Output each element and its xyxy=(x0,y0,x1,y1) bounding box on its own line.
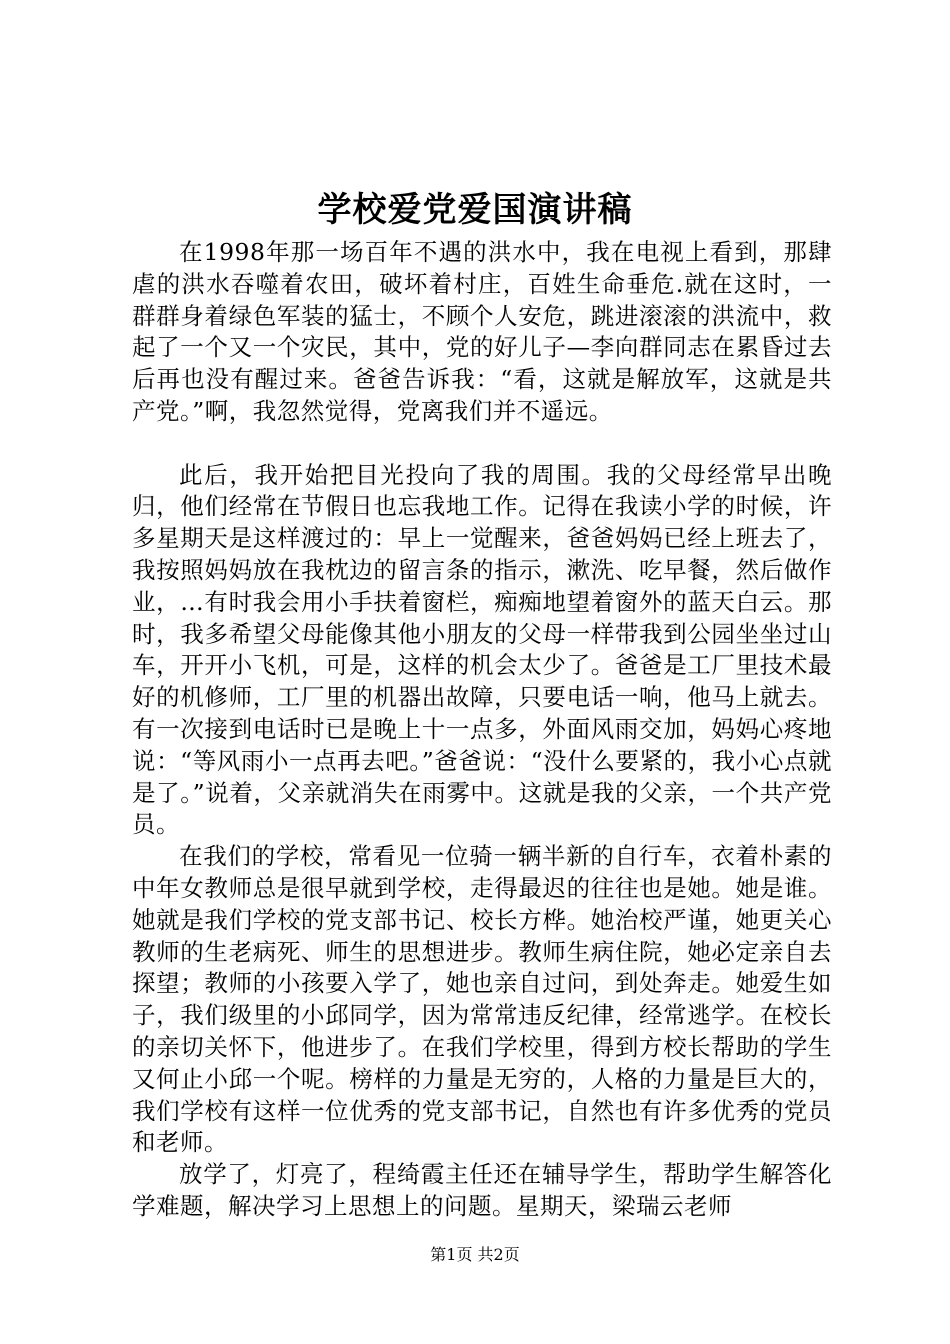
paragraph-3: 在我们的学校，常看见一位骑一辆半新的自行车，衣着朴素的中年女教师总是很早就到学校，走得最迟的往往也是她。她是谁。她就是我们学校的党支部书记、校长方桦。她治校严谨，她更关心教师的生老病死、师生的思想进步。教师生病住院，她必定亲自去探望；教师的小孩要入学了，她也亲自过问，到处奔走。她爱生如子，我们级里的小邱同学，因为常常违反纪律，经常逃学。在校长的亲切关怀下，他进步了。在我们学校里，得到方校长帮助的学生又何止小邱一个呢。榜样的力量是无穷的，人格的力量是巨大的，我们学校有这样一位优秀的党支部书记，自然也有许多优秀的党员和老师。 xyxy=(132,842,832,1157)
paragraph-4: 放学了，灯亮了，程绮霞主任还在辅导学生，帮助学生解答化学难题，解决学习上思想上的问题。星期天，梁瑞云老师 xyxy=(132,1160,832,1220)
document-body xyxy=(132,237,832,1223)
paragraph-2: 此后，我开始把目光投向了我的周围。我的父母经常早出晚归，他们经常在节假日也忘我地工作。记得在我读小学的时候，许多星期天是这样渡过的：早上一觉醒来，爸爸妈妈已经上班去了，我按照妈妈放在我枕边的留言条的指示，漱洗、吃早餐，然后做作业，…有时我会用小手扶着窗栏，痴痴地望着窗外的蓝天白云。那时，我多希望父母能像其他小朋友的父母一样带我到公园坐坐过山车，开开小飞机，可是，这样的机会太少了。爸爸是工厂里技术最好的机修师，工厂里的机器出故障，只要电话一响，他马上就去。有一次接到电话时已是晚上十一点多，外面风雨交加，妈妈心疼地说：“等风雨小一点再去吧。”爸爸说：“没什么要紧的，我小心点就是了。”说着，父亲就消失在雨雾中。这就是我的父亲，一个共产党员。 xyxy=(132,460,832,839)
document-title: 学校爱党爱国演讲稿 xyxy=(317,190,633,230)
paragraph-1: 在1998年那一场百年不遇的洪水中，我在电视上看到，那肆虐的洪水吞噬着农田，破坏着村庄，百姓生命垂危.就在这时，一群群身着绿色军装的猛士，不顾个人安危，跳进滚滚的洪流中，救起了一个又一个灾民，其中，党的好儿子—李向群同志在累昏过去后再也没有醒过来。爸爸告诉我：“看，这就是解放军，这就是共产党。”啊，我忽然觉得，党离我们并不遥远。 xyxy=(132,238,832,425)
paragraph-gap xyxy=(132,428,832,460)
page-footer: 第1页 共2页 xyxy=(430,1245,520,1264)
